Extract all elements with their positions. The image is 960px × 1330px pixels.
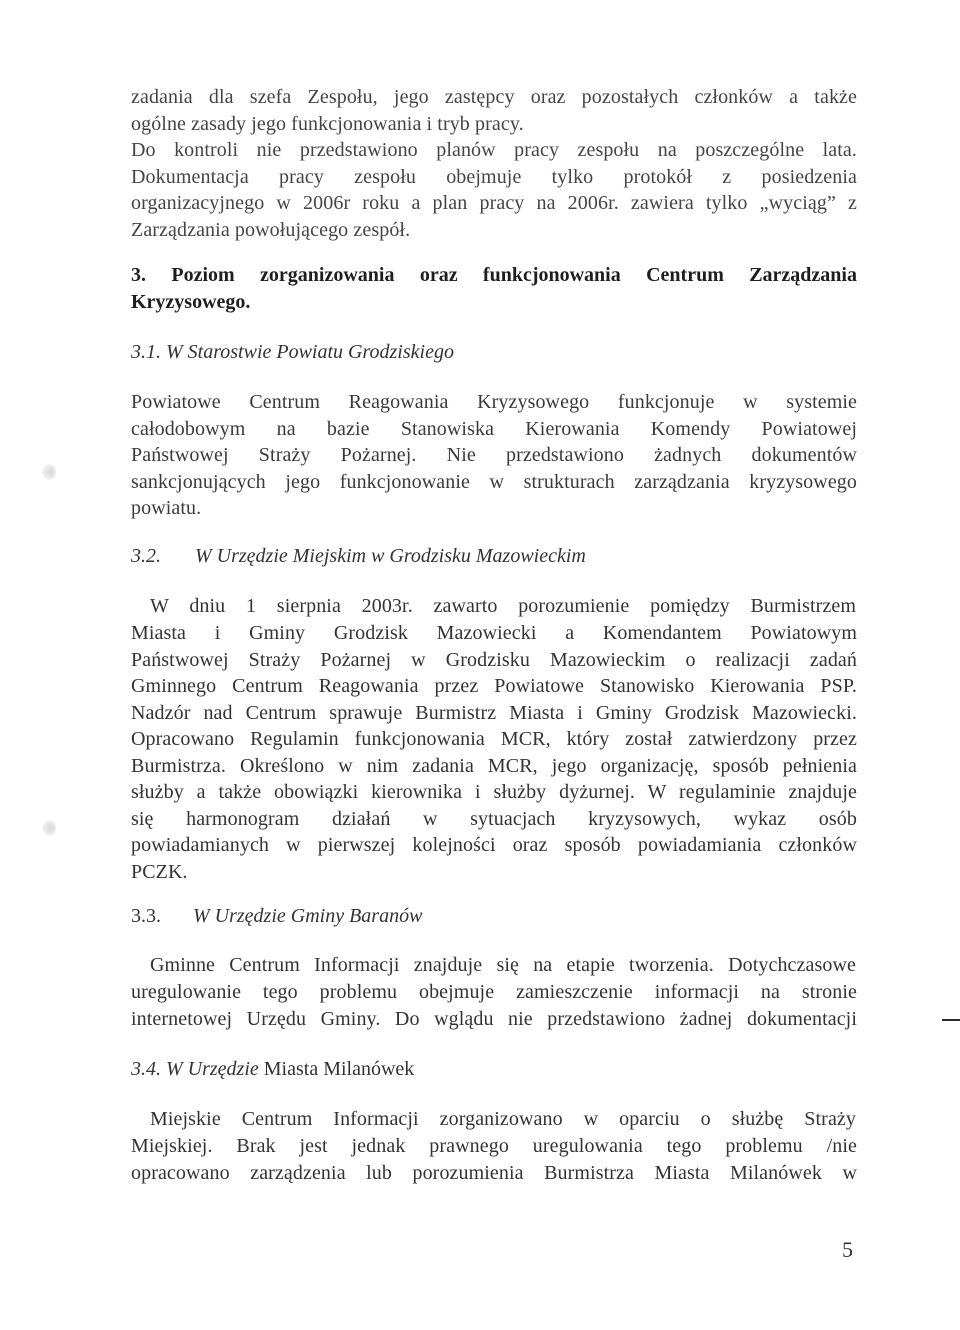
text-line: Gminne Centrum Informacji znajduje się na etapie tworzenia. Dotychczasowe (150, 954, 856, 976)
text-line: Gminnego Centrum Reagowania przez Powiatowe Stanowisko Kierowania PSP. (131, 675, 857, 697)
subsection-paragraph (131, 389, 857, 522)
subsection-number: 3.2. (131, 545, 161, 567)
text-line: powiatu. (131, 497, 202, 519)
text-line: Państwowej Straży Pożarnej. Nie przedstawiono żadnych dokumentów (131, 444, 857, 466)
text-line: Opracowano Regulamin funkcjonowania MCR, który został zatwierdzony przez (131, 728, 857, 750)
page-number: 5 (842, 1237, 853, 1262)
text-line: Powiatowe Centrum Reagowania Kryzysowego funkcjonuje w systemie (131, 391, 857, 413)
text-line: się harmonogram działań w sytuacjach kryzysowych, wykaz osób (131, 807, 857, 830)
subsection-paragraph-first-line (150, 593, 856, 620)
text-line: Do kontroli nie przedstawiono planów pracy zespołu na poszczególne lata. (131, 139, 857, 162)
subsection-title-text: 3.1. W Starostwie Powiatu Grodziskiego (131, 341, 454, 363)
section-heading (131, 262, 857, 316)
heading-line: Kryzysowego. (131, 291, 251, 313)
subsection-title (131, 543, 857, 569)
text-line: Nadzór nad Centrum sprawuje Burmistrz Miasta i Gminy Grodzisk Mazowiecki. (131, 701, 857, 724)
heading-line: 3. Poziom zorganizowania oraz funkcjonowania Centrum Zarządzania (131, 264, 857, 286)
subsection-paragraph (131, 1133, 857, 1186)
text-line: opracowano zarządzenia lub porozumienia Burmistrza Miasta Milanówek w (131, 1161, 857, 1184)
subsection-paragraph-first-line (150, 1106, 856, 1133)
text-line: Miejskie Centrum Informacji zorganizowano w oparciu o służbę Straży (150, 1108, 856, 1130)
text-line: internetowej Urzędu Gminy. Do wglądu nie przedstawiono żadnej dokumentacji (131, 1007, 857, 1030)
text-line: Państwowej Straży Pożarnej w Grodzisku Mazowieckim o realizacji zadań (131, 648, 857, 671)
subsection-paragraph-first-line (150, 952, 856, 979)
text-line: zadania dla szefa Zespołu, jego zastępcy oraz pozostałych członków a także (131, 86, 857, 108)
subsection-title-text: W Urzędzie Gminy Baranów (193, 905, 423, 927)
text-line: całodobowym na bazie Stanowiska Kierowania Komendy Powiatowej (131, 417, 857, 440)
punch-hole-top (42, 464, 56, 480)
text-line: uregulowanie tego problemu obejmuje zamieszczenie informacji na stronie (131, 981, 857, 1003)
text-line: Zarządzania powołującego zespół. (131, 218, 411, 241)
text-line: Dokumentacja pracy zespołu obejmuje tylko protokół z posiedzenia (131, 165, 857, 188)
subsection-paragraph (131, 620, 857, 885)
subsection-title (131, 1056, 857, 1082)
subsection-number: 3.4. W Urzędzie (131, 1058, 259, 1080)
subsection-title (131, 339, 857, 365)
subsection-title (131, 903, 857, 929)
text-line: PCZK. (131, 860, 188, 883)
text-line: organizacyjnego w 2006r roku a plan pracy na 2006r. zawiera tylko „wyciąg” z (131, 192, 857, 215)
text-line: Miasta i Gminy Grodzisk Mazowiecki a Komendantem Powiatowym (131, 622, 857, 644)
subsection-paragraph (131, 979, 857, 1032)
text-line: powiadamianych w pierwszej kolejności oraz sposób powiadamiania członków (131, 834, 857, 856)
text-line: ogólne zasady jego funkcjonowania i tryb pracy. (131, 112, 524, 135)
subsection-title-text: W Urzędzie Miejskim w Grodzisku Mazowieckim (195, 545, 586, 567)
text-line: Miejskiej. Brak jest jednak prawnego uregulowania tego problemu /nie (131, 1135, 857, 1157)
text-line: Burmistrza. Określono w nim zadania MCR, jego organizację, sposób pełnienia (131, 754, 857, 777)
subsection-number: 3.3. (131, 905, 161, 927)
subsection-title-text: Miasta Milanówek (263, 1058, 415, 1080)
text-line: W dniu 1 sierpnia 2003r. zawarto porozumienie pomiędzy Burmistrzem (150, 595, 856, 617)
punch-hole-bottom (42, 820, 56, 836)
text-line: sankcjonujących jego funkcjonowanie w strukturach zarządzania kryzysowego (131, 470, 857, 493)
intro-paragraph (131, 84, 857, 244)
text-line: służby a także obowiązki kierownika i służby dyżurnej. W regulaminie znajduje (131, 781, 857, 803)
edge-mark (942, 1019, 960, 1021)
